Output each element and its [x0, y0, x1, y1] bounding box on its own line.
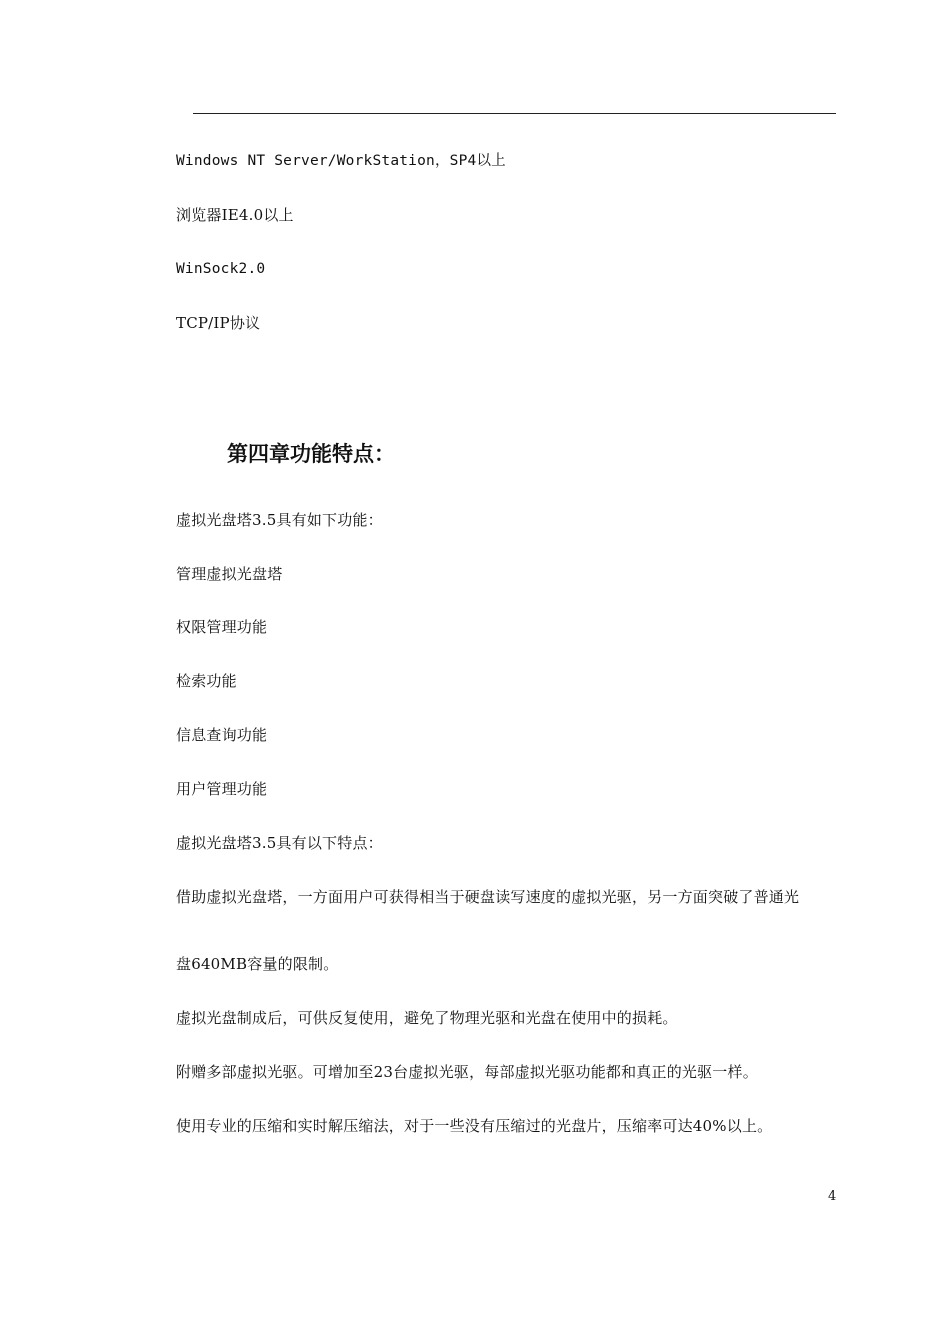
requirement-os: Windows NT Server/WorkStation，SP4以上: [176, 153, 506, 169]
feature-paragraph-continued: 盘640MB容量的限制。: [176, 955, 339, 973]
feature-paragraph: 使用专业的压缩和实时解压缩法，对于一些没有压缩过的光盘片，压缩率可达40%以上。: [176, 1117, 773, 1135]
page-number: 4: [828, 1189, 837, 1204]
features-intro: 虚拟光盘塔3.5具有以下特点：: [176, 834, 383, 852]
feature-paragraph: 虚拟光盘制成后，可供反复使用，避免了物理光驱和光盘在使用中的损耗。: [176, 1009, 678, 1027]
requirement-protocol: TCP/IP协议: [176, 314, 261, 332]
chapter-heading: 第四章功能特点：: [227, 442, 395, 466]
functions-intro: 虚拟光盘塔3.5具有如下功能：: [176, 511, 383, 529]
function-item: 管理虚拟光盘塔: [176, 565, 283, 583]
requirement-winsock: WinSock2.0: [176, 261, 266, 277]
header-rule: [193, 113, 836, 114]
function-item: 用户管理功能: [176, 780, 268, 798]
requirement-browser: 浏览器IE4.0以上: [176, 206, 294, 224]
function-item: 检索功能: [176, 672, 237, 690]
feature-paragraph: 附赠多部虚拟光驱。可增加至23台虚拟光驱，每部虚拟光驱功能都和真正的光驱一样。: [176, 1063, 758, 1081]
function-item: 权限管理功能: [176, 618, 268, 636]
function-item: 信息查询功能: [176, 726, 268, 744]
feature-paragraph: 借助虚拟光盘塔，一方面用户可获得相当于硬盘读写速度的虚拟光驱，另一方面突破了普通光: [176, 888, 800, 906]
